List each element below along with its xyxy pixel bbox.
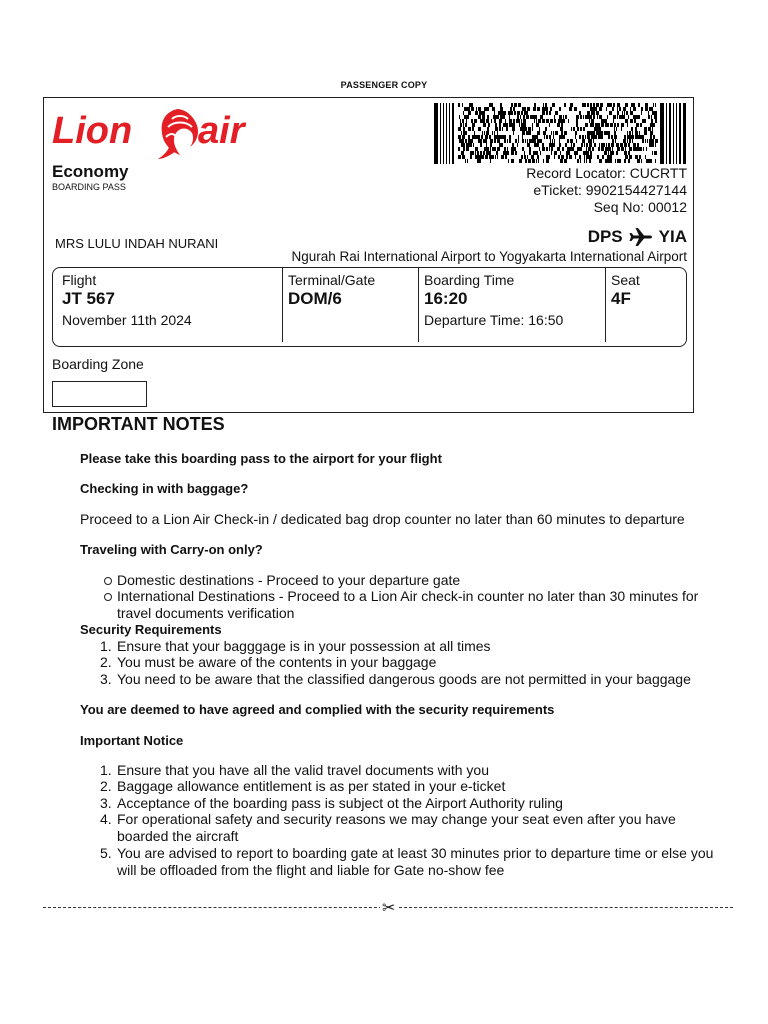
list-item: [117, 572, 737, 589]
security-heading: Security Requirements: [80, 622, 222, 637]
list-item: 2. You must be aware of the contents in your baggage: [100, 654, 437, 670]
list-item-text: Baggage allowance entitlement is as per stated in your e-ticket: [117, 778, 506, 794]
column-divider: [282, 268, 283, 342]
flight-details-box: [52, 267, 687, 347]
baggage-text: Proceed to a Lion Air Check-in / dedicated bag drop counter no later than 60 minutes to departure: [80, 511, 685, 527]
seat-number: 4F: [611, 289, 631, 308]
document-type: BOARDING PASS: [52, 182, 126, 192]
list-item: [117, 588, 717, 621]
list-item-text: You must be aware of the contents in your baggage: [117, 654, 437, 670]
list-item: 3. Acceptance of the boarding pass is subject ot the Airport Authority ruling: [100, 795, 563, 811]
airplane-icon: [629, 227, 653, 247]
bullet-circle-icon: [104, 593, 112, 601]
list-item: 1. Ensure that your bagggage is in your possession at all times: [100, 638, 491, 654]
terminal-label: Terminal/Gate: [288, 272, 376, 288]
eticket-number: eTicket: 9902154427144: [533, 182, 687, 198]
column-divider: [605, 268, 606, 342]
seat-column: [611, 268, 681, 342]
list-item-text: Ensure that your bagggage is in your possession at all times: [117, 638, 491, 654]
terminal-gate: DOM/6: [288, 289, 342, 308]
list-item-text: International Destinations - Proceed to a Lion Air check-in counter no later than 30 minutes for travel documents verification: [117, 588, 699, 621]
departure-time: Departure Time: 16:50: [424, 312, 564, 328]
agreement-note: You are deemed to have agreed and complied with the security requirements: [80, 702, 555, 717]
passenger-name: MRS LULU INDAH NURANI: [55, 236, 219, 251]
pdf417-barcode: [434, 103, 686, 164]
notes-title: IMPORTANT NOTES: [52, 414, 225, 434]
boarding-time-label: Boarding Time: [424, 272, 515, 288]
seat-label: Seat: [611, 272, 640, 288]
terminal-column: [288, 268, 418, 342]
list-item: 2. Baggage allowance entitlement is as per stated in your e-ticket: [100, 778, 506, 794]
list-item-text: You need to be aware that the classified dangerous goods are not permitted in your baggage: [117, 671, 691, 687]
list-item: 4. For operational safety and security reasons we may change your seat even after you have boarded the aircraft: [100, 811, 676, 844]
list-item-text: Acceptance of the boarding pass is subject ot the Airport Authority ruling: [117, 795, 563, 811]
flight-label: Flight: [62, 272, 97, 288]
list-item-text: Domestic destinations - Proceed to your departure gate: [117, 572, 461, 588]
route: [292, 227, 688, 264]
origin-code: DPS: [587, 227, 623, 246]
list-item-text: For operational safety and security reasons we may change your seat even after you have boarded the aircraft: [117, 811, 676, 844]
list-item: 1. Ensure that you have all the valid travel documents with you: [100, 762, 489, 778]
take-pass-note: Please take this boarding pass to the airport for your flight: [80, 451, 442, 466]
bullet-circle-icon: [104, 577, 112, 585]
column-divider: [418, 268, 419, 342]
lion-air-logo: [52, 103, 264, 161]
boarding-time: 16:20: [424, 289, 468, 308]
record-locator: Record Locator: CUCRTT: [526, 165, 687, 181]
list-item: 3. You need to be aware that the classified dangerous goods are not permitted in your baggage: [100, 671, 691, 687]
sequence-number: Seq No: 00012: [593, 199, 687, 215]
boarding-zone-box: [52, 381, 147, 407]
lion-head-icon: [158, 109, 198, 159]
copy-label: PASSENGER COPY: [340, 80, 428, 90]
cabin-class: Economy: [52, 162, 129, 181]
list-item-text: You are advised to report to boarding gate at least 30 minutes prior to departure time or else you will be offloaded from the flight and liable for Gate no-show fee: [117, 845, 714, 878]
logo-text-right: air: [198, 110, 245, 152]
flight-number: JT 567: [62, 289, 115, 308]
flight-column: [62, 268, 282, 342]
logo-text-left: Lion: [52, 110, 133, 152]
list-item: 5. You are advised to report to boarding gate at least 30 minutes prior to departure time or else you will be offloaded from the flight and liable for Gate no-show fee: [100, 845, 714, 878]
route-description: Ngurah Rai International Airport to Yogyakarta International Airport: [291, 249, 687, 264]
booking-references: [526, 165, 687, 216]
boarding-zone-label: Boarding Zone: [52, 356, 144, 372]
flight-date: November 11th 2024: [62, 312, 192, 328]
route-codes: [292, 227, 688, 247]
list-item-text: Ensure that you have all the valid travel documents with you: [117, 762, 489, 778]
destination-code: YIA: [658, 227, 687, 246]
carryon-heading: Traveling with Carry-on only?: [80, 542, 263, 557]
baggage-heading: Checking in with baggage?: [80, 481, 249, 496]
boarding-column: [424, 268, 604, 342]
notice-heading: Important Notice: [80, 733, 184, 748]
scissors-icon: ✂: [382, 900, 396, 917]
